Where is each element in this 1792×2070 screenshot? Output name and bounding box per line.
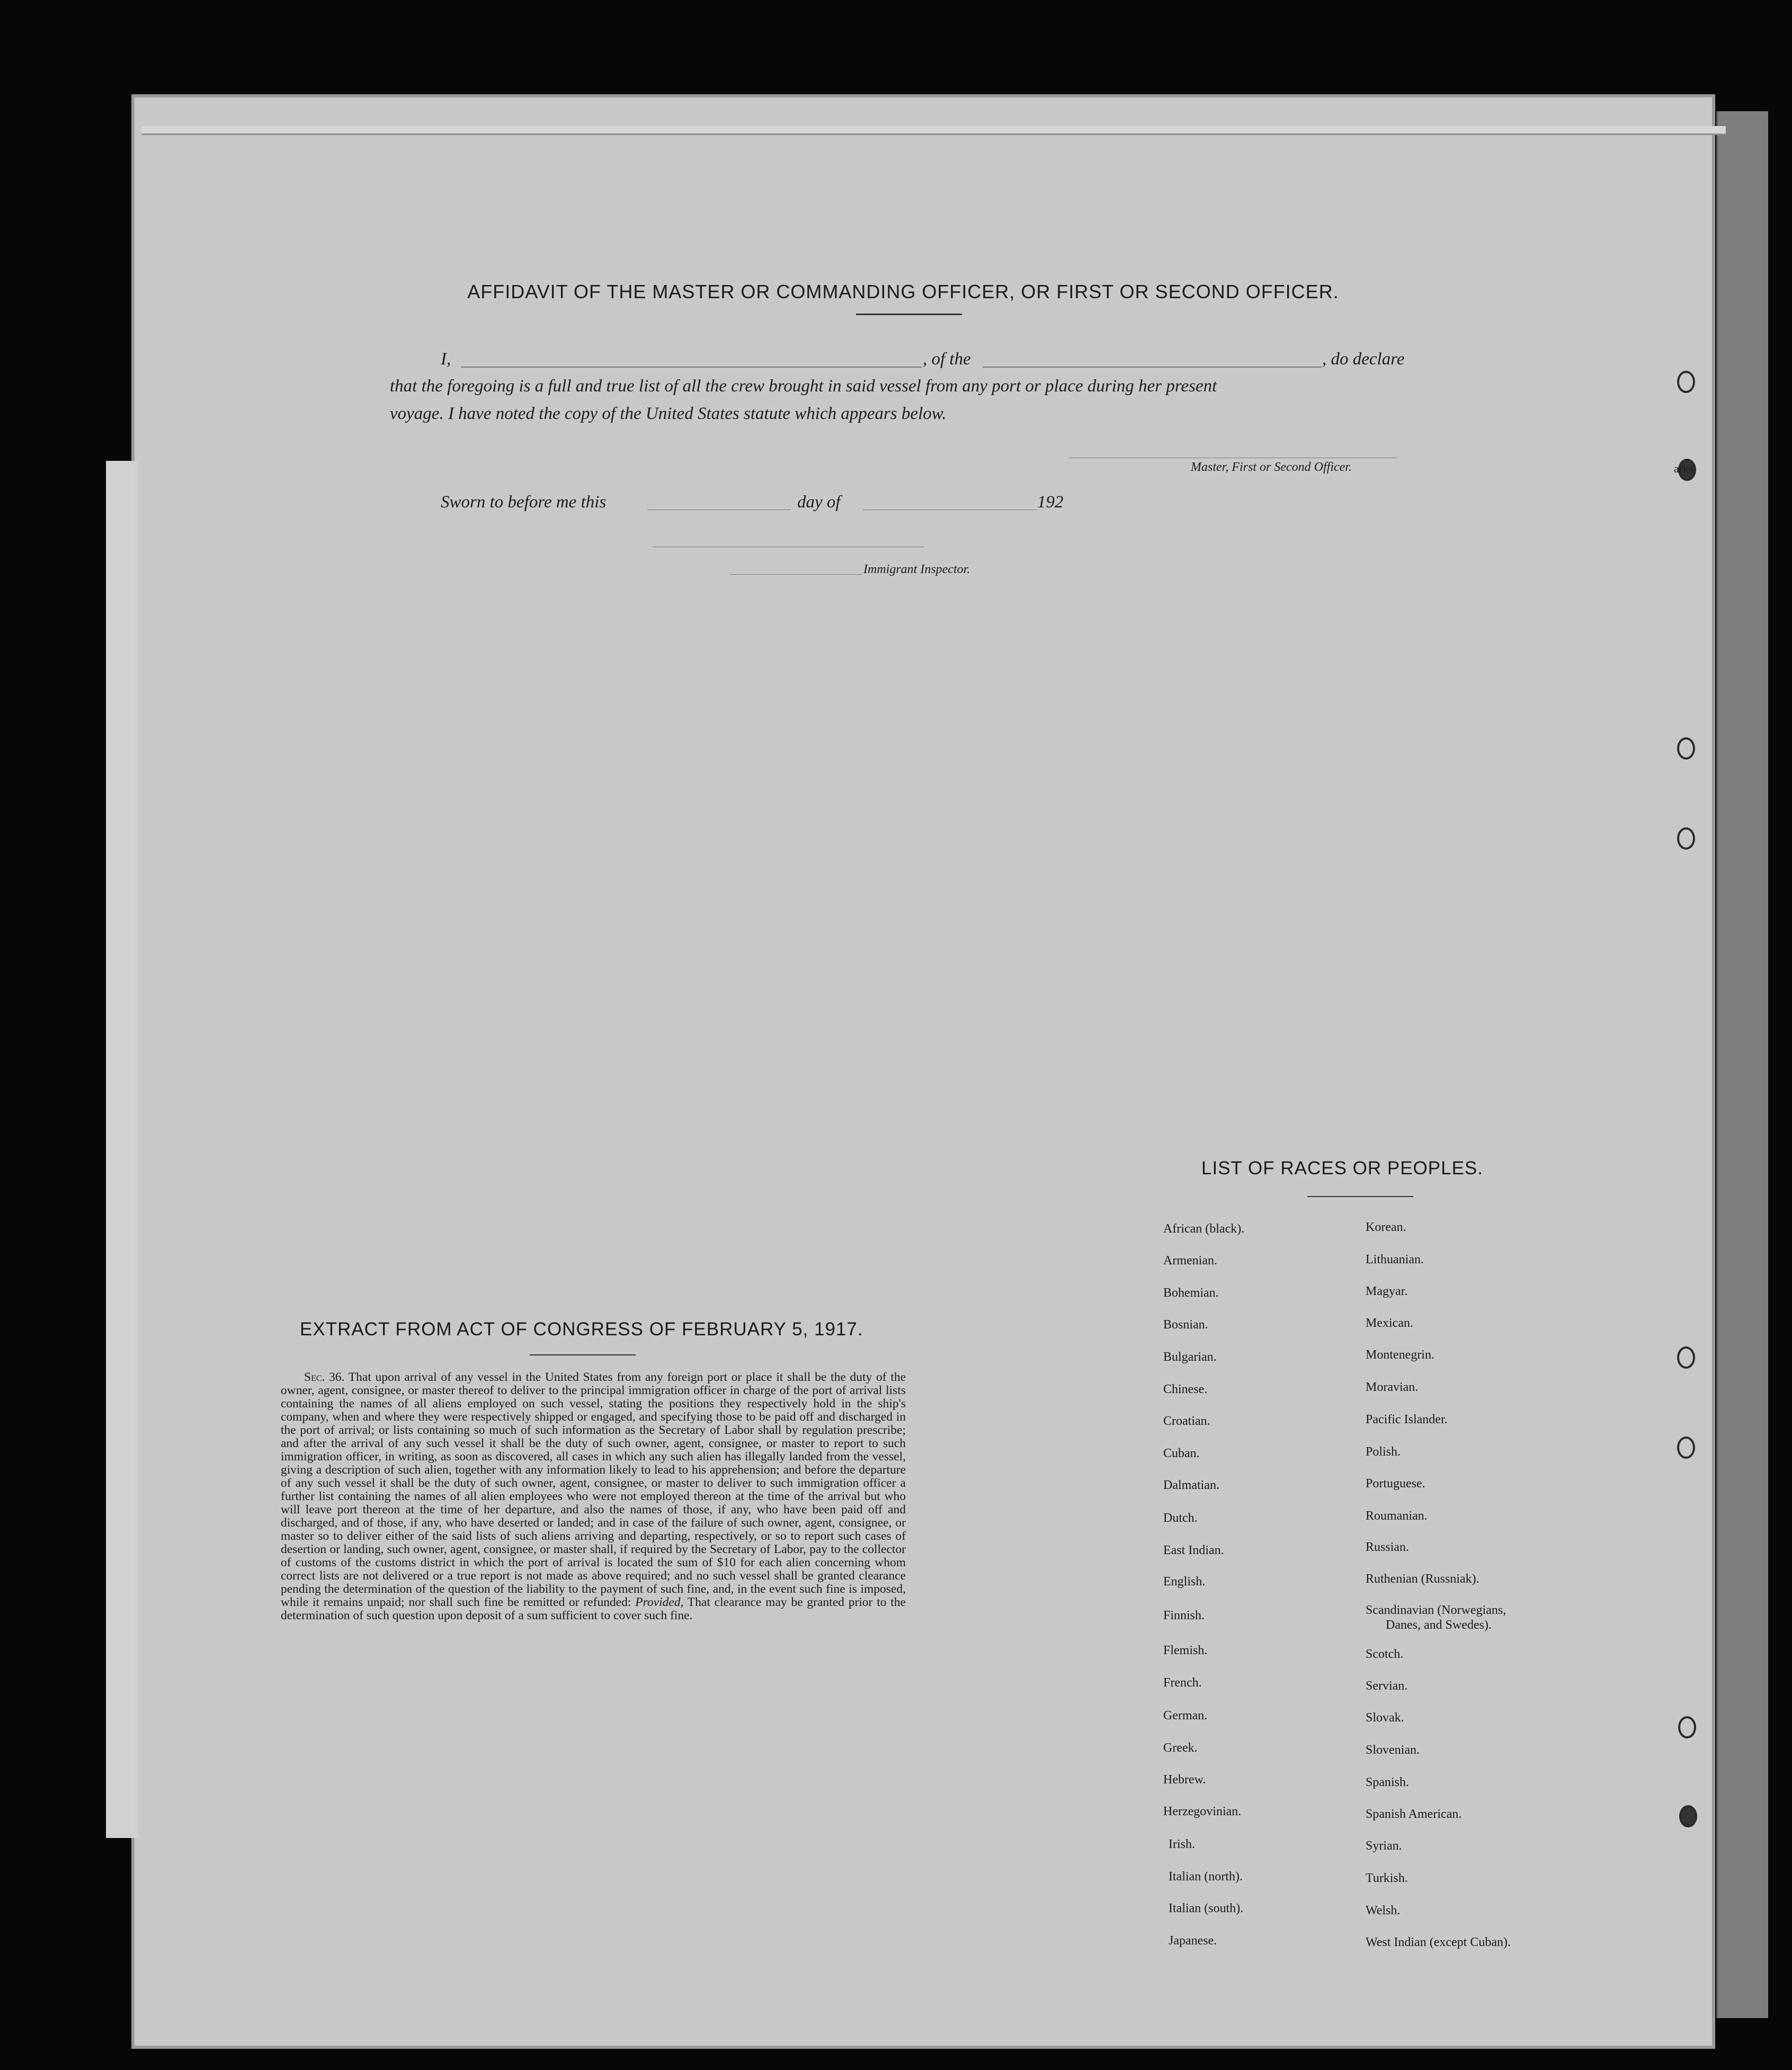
statute-body-2: That clearance may be granted prior to the determination of such question upon deposit of a sum sufficient to cover such fine. xyxy=(281,1595,906,1622)
binder-hole-6 xyxy=(1677,1436,1695,1459)
race-item: Slovenian. xyxy=(1366,1743,1420,1757)
race-item: Greek. xyxy=(1163,1741,1198,1755)
race-item: Mexican. xyxy=(1366,1316,1413,1330)
race-item: East Indian. xyxy=(1163,1543,1224,1557)
race-item: Irish. xyxy=(1169,1837,1195,1851)
race-item: Korean. xyxy=(1366,1220,1406,1234)
races-title-rule xyxy=(1307,1196,1413,1197)
race-item: Portuguese. xyxy=(1366,1477,1425,1491)
race-item: Pacific Islander. xyxy=(1366,1413,1448,1426)
affidavit-line2: that the foregoing is a full and true list of all the crew brought in said vessel from any port or place during her present xyxy=(390,377,1217,396)
race-item: Flemish. xyxy=(1163,1644,1208,1657)
statute-text xyxy=(281,1371,906,1622)
race-item: Dalmatian. xyxy=(1163,1478,1219,1492)
affidavit-line3: voyage. I have noted the copy of the United States statute which appears below. xyxy=(390,404,947,423)
race-item: Ruthenian (Russniak). xyxy=(1366,1572,1479,1586)
race-item: Turkish. xyxy=(1366,1871,1408,1885)
binder-hole-3 xyxy=(1677,737,1695,760)
binder-hole-8 xyxy=(1679,1805,1697,1827)
statute-provided: Provided, xyxy=(635,1595,684,1609)
race-item: English. xyxy=(1163,1575,1206,1589)
race-item: Montenegrin. xyxy=(1366,1348,1434,1362)
sworn-day-of-label: day of xyxy=(797,493,841,512)
paper-edge-top xyxy=(142,126,1726,135)
affidavit-title: AFFIDAVIT OF THE MASTER OR COMMANDING OFFICER, OR FIRST OR SECOND OFFICER. xyxy=(467,281,1339,302)
races-title: LIST OF RACES OR PEOPLES. xyxy=(1201,1158,1484,1179)
affidavit-of-the-label: , of the xyxy=(923,350,971,369)
inspector-line-2 xyxy=(730,574,862,575)
race-item: Welsh. xyxy=(1366,1904,1401,1917)
race-item: Danes, and Swedes). xyxy=(1386,1618,1492,1632)
race-item: Spanish American. xyxy=(1366,1807,1462,1821)
binder-hole-4 xyxy=(1677,827,1695,850)
race-item: Polish. xyxy=(1366,1445,1401,1459)
sworn-label: Sworn to before me this xyxy=(441,493,607,512)
binder-hole-1 xyxy=(1677,371,1695,393)
race-item: Dutch. xyxy=(1163,1511,1198,1525)
vessel-name-line xyxy=(983,367,1322,368)
race-item: Croatian. xyxy=(1163,1414,1210,1428)
race-item: Servian. xyxy=(1366,1679,1408,1693)
margin-fragment: arks xyxy=(1674,462,1693,475)
race-item: Cuban. xyxy=(1163,1447,1200,1460)
race-item: Chinese. xyxy=(1163,1382,1208,1396)
race-item: Herzegovinian. xyxy=(1163,1805,1242,1818)
race-item: Finnish. xyxy=(1163,1609,1205,1622)
race-item: Scandinavian (Norwegians, xyxy=(1366,1603,1506,1617)
statute-body-1: That upon arrival of any vessel in the United States from any foreign port or place it shall be the duty of the owner, agent, consignee, or master thereof to deliver to the principal immigration officer in charge of the port of arrival lists containing the names of all aliens employed on such vessel, stating the positions they respectively hold in the ship's company, when and where they were respectively shipped or engaged, and specifying those to be paid off and discharged in the port of arrival; or lists containing so much of such information as the Secretary of Labor shall by regulation prescribe; and after the arrival of any such vessel it shall be the duty of such owner, agent, consignee, or master to report to such immigration officer, in writing, as soon as discovered, all cases in which any such alien has illegally landed from the vessel, giving a description of such alien, together with any information likely to lead to his apprehension; and before the departure of any such vessel it shall be the duty of such owner, agent, consignee, or master to deliver to such immigration officer a further list containing the names of all alien employees who were not employed thereon at the time of the arrival but who will leave port thereon at the time of her departure, and also the names of those, if any, who have been paid off and discharged, and of those, if any, who have deserted or landed; and in case of the failure of such owner, agent, consignee, or master so to deliver either of the said lists of such aliens arriving and departing, respectively, or so to report such cases of desertion or landing, such owner, agent, consignee, or master shall, if required by the Secretary of Labor, pay to the collector of customs of the customs district in which the port of arrival is located the sum of $10 for each alien concerning whom correct lists are not delivered or a true report is not made as above required; and no such vessel shall be granted clearance pending the determination of the question of the liability to the payment of such fine, and, in the event such fine is imposed, while it remains unpaid; nor shall such fine be remitted or refunded: xyxy=(281,1370,906,1609)
affidavit-declare-label: , do declare xyxy=(1322,350,1405,369)
race-item: Armenian. xyxy=(1163,1254,1217,1268)
race-item: Italian (south). xyxy=(1169,1902,1244,1915)
affidavit-title-rule xyxy=(856,314,962,315)
race-item: Scotch. xyxy=(1366,1647,1404,1661)
race-item: Syrian. xyxy=(1366,1839,1402,1853)
race-item: Magyar. xyxy=(1366,1284,1408,1298)
paper-edge-left xyxy=(106,461,138,1838)
race-item: Russian. xyxy=(1366,1540,1410,1554)
race-item: Spanish. xyxy=(1366,1775,1410,1789)
race-item: Bohemian. xyxy=(1163,1286,1219,1300)
race-item: German. xyxy=(1163,1709,1208,1723)
race-item: French. xyxy=(1163,1676,1202,1690)
race-item: Roumanian. xyxy=(1366,1509,1428,1523)
signature-label: Master, First or Second Officer. xyxy=(1191,460,1352,474)
sworn-year: 192 xyxy=(1037,493,1064,512)
binder-hole-5 xyxy=(1677,1346,1695,1369)
extract-title: EXTRACT FROM ACT OF CONGRESS OF FEBRUARY 5, 1917. xyxy=(300,1319,863,1340)
race-item: Hebrew. xyxy=(1163,1773,1206,1787)
race-item: West Indian (except Cuban). xyxy=(1366,1935,1511,1949)
race-item: African (black). xyxy=(1163,1222,1245,1236)
statute-section-label: Sec. 36. xyxy=(304,1370,345,1384)
race-item: Slovak. xyxy=(1366,1711,1404,1725)
race-item: Bosnian. xyxy=(1163,1318,1208,1332)
master-name-line xyxy=(461,367,922,368)
inspector-label: Immigrant Inspector. xyxy=(863,563,970,576)
race-item: Bulgarian. xyxy=(1163,1350,1217,1364)
extract-title-rule xyxy=(530,1354,636,1355)
race-item: Italian (north). xyxy=(1169,1870,1243,1884)
affidavit-i-label: I, xyxy=(441,350,451,369)
binder-hole-7 xyxy=(1678,1716,1696,1738)
race-item: Japanese. xyxy=(1169,1934,1217,1948)
race-item: Lithuanian. xyxy=(1366,1253,1424,1266)
paper-edge-right xyxy=(1716,111,1768,2018)
race-item: Moravian. xyxy=(1366,1380,1419,1394)
